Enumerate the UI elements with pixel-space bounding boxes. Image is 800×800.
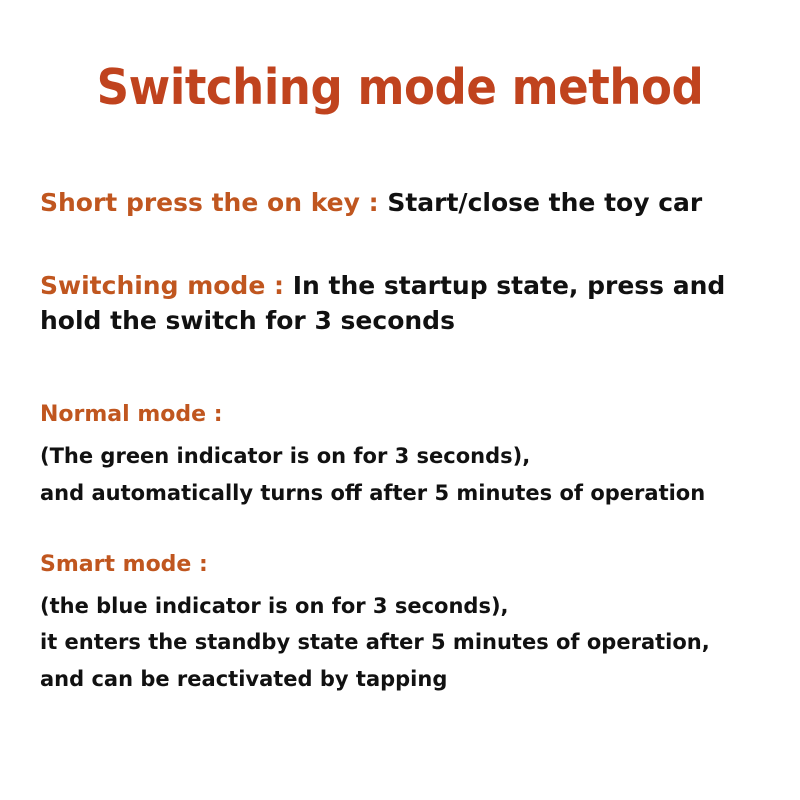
short-press-label: Short press the on key : xyxy=(40,188,379,218)
instruction-row-switching-mode xyxy=(40,268,760,338)
normal-mode-line-2: and automatically turns off after 5 minutes of operation xyxy=(40,480,706,505)
smart-mode-line-2: it enters the standby state after 5 minutes of operation, xyxy=(40,630,710,655)
smart-mode-line-1: (the blue indicator is on for 3 seconds), xyxy=(40,593,509,618)
normal-mode-line-1: (The green indicator is on for 3 seconds), xyxy=(40,444,531,469)
switching-mode-value: In the startup state, press and hold the switch for 3 seconds xyxy=(40,271,726,336)
section-normal-mode xyxy=(40,400,760,508)
normal-mode-heading: Normal mode : xyxy=(40,402,223,428)
instruction-row-short-press xyxy=(40,185,760,220)
smart-mode-heading: Smart mode : xyxy=(40,552,208,578)
short-press-value: Start/close the toy car xyxy=(387,188,703,218)
smart-mode-line-3: and can be reactivated by tapping xyxy=(40,666,448,691)
page-title: Switching mode method xyxy=(96,59,704,116)
switching-mode-label: Switching mode : xyxy=(40,271,284,301)
section-smart-mode xyxy=(40,550,760,694)
